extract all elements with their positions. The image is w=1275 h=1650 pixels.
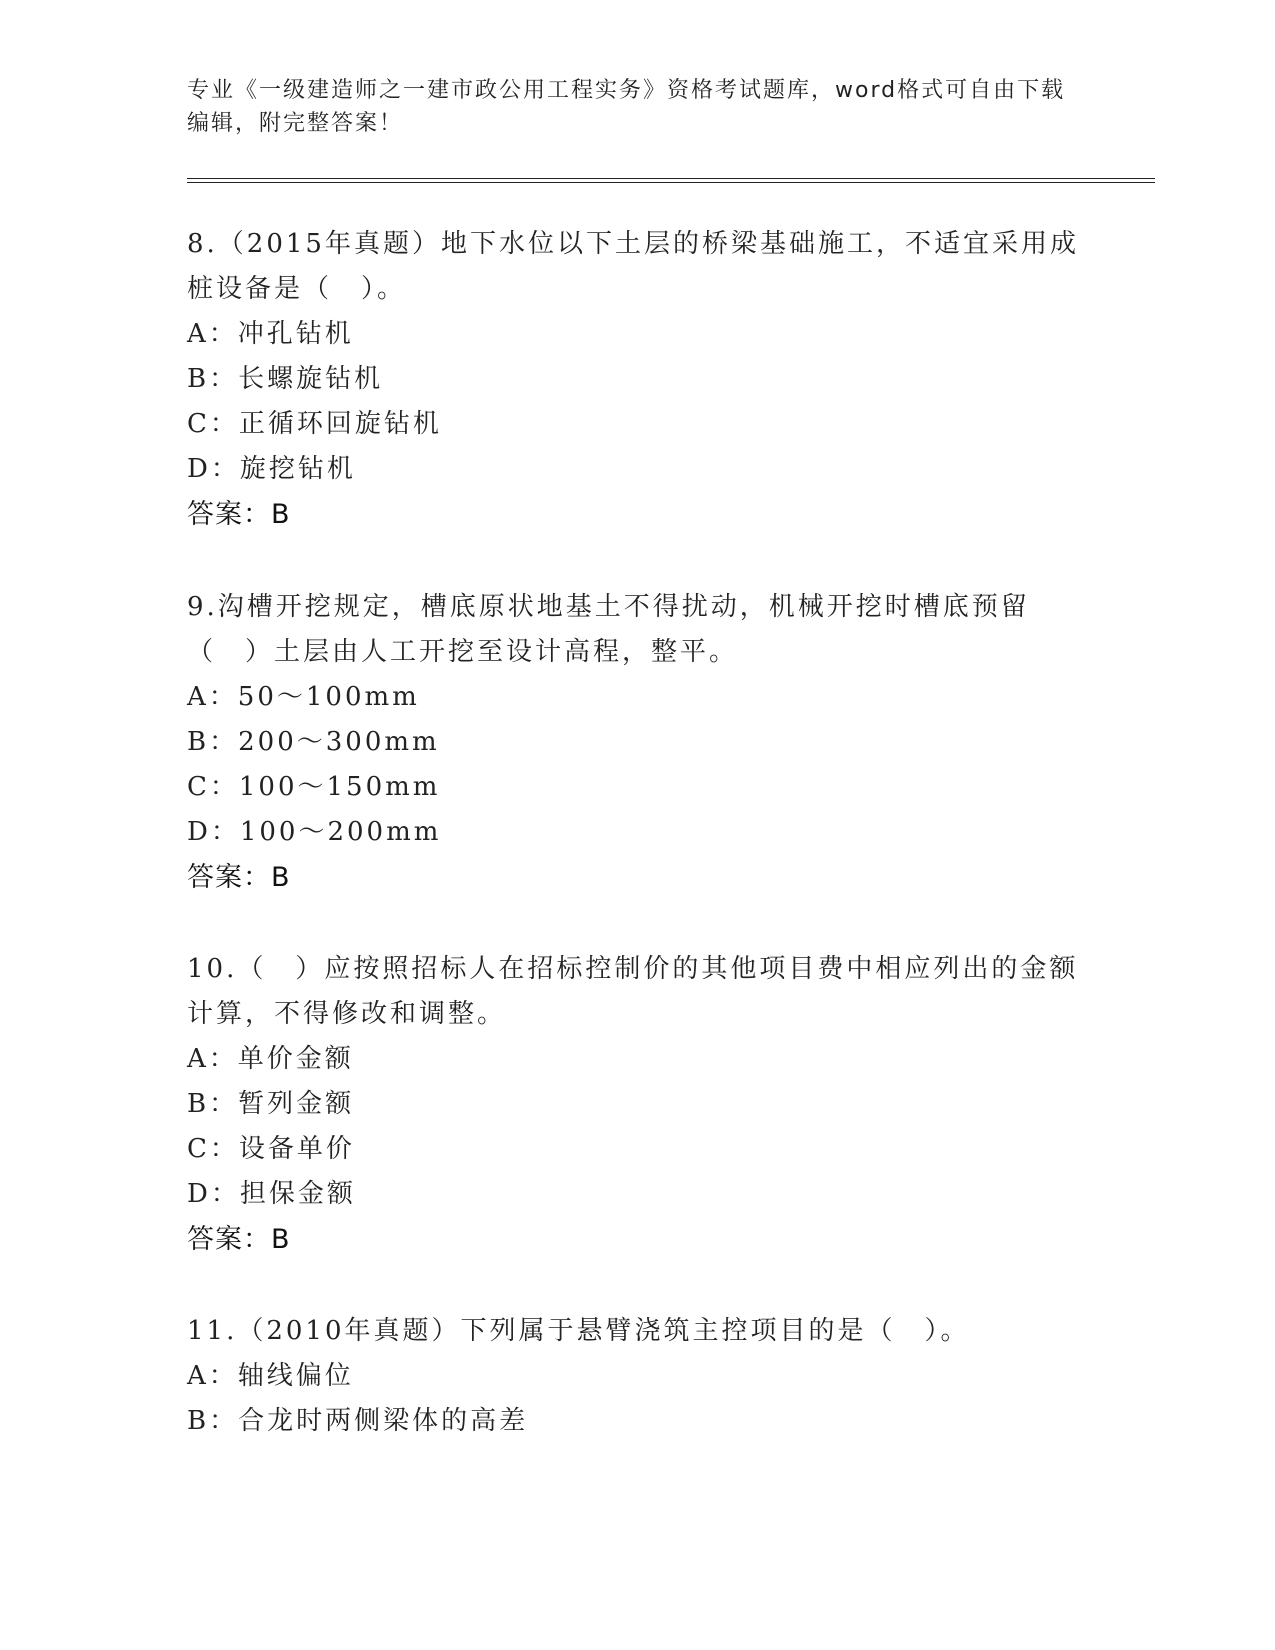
question-9 [187,585,1087,900]
question-stem: 9.沟槽开挖规定，槽底原状地基土不得扰动，机械开挖时槽底预留（ ）土层由人工开挖至设计高程，整平。 [187,592,1030,667]
question-stem: 10.（ ）应按照招标人在招标控制价的其他项目费中相应列出的金额计算，不得修改和调整。 [187,954,1079,1029]
question-stem: 11.（2010年真题）下列属于悬臂浇筑主控项目的是（ ）。 [187,1316,970,1346]
answer-label: 答案：B [187,499,291,530]
option-a: A：50～100mm [187,682,420,712]
option-d: D：100～200mm [187,817,442,847]
option-b: B：200～300mm [187,727,440,757]
option-a: A：单价金额 [187,1044,354,1074]
question-8 [187,222,1087,537]
option-b: B：合龙时两侧梁体的高差 [187,1406,529,1436]
option-a: A：轴线偏位 [187,1361,354,1391]
option-a: A：冲孔钻机 [187,319,354,349]
option-c: C：设备单价 [187,1134,355,1164]
document-intro: 专业《一级建造师之一建市政公用工程实务》资格考试题库，word格式可自由下载编辑，附完整答案！ [187,78,1066,136]
question-stem: 8.（2015年真题）地下水位以下土层的桥梁基础施工，不适宜采用成桩设备是（ ）。 [187,229,1079,304]
option-d: D：旋挖钻机 [187,454,356,484]
option-c: C：正循环回旋钻机 [187,409,442,439]
question-11 [187,1309,1087,1444]
answer-label: 答案：B [187,1224,291,1255]
option-b: B：长螺旋钻机 [187,364,384,394]
header-divider [187,178,1155,183]
option-b: B：暂列金额 [187,1089,355,1119]
question-10 [187,947,1087,1262]
option-d: D：担保金额 [187,1179,356,1209]
option-c: C：100～150mm [187,772,441,802]
answer-label: 答案：B [187,862,291,893]
